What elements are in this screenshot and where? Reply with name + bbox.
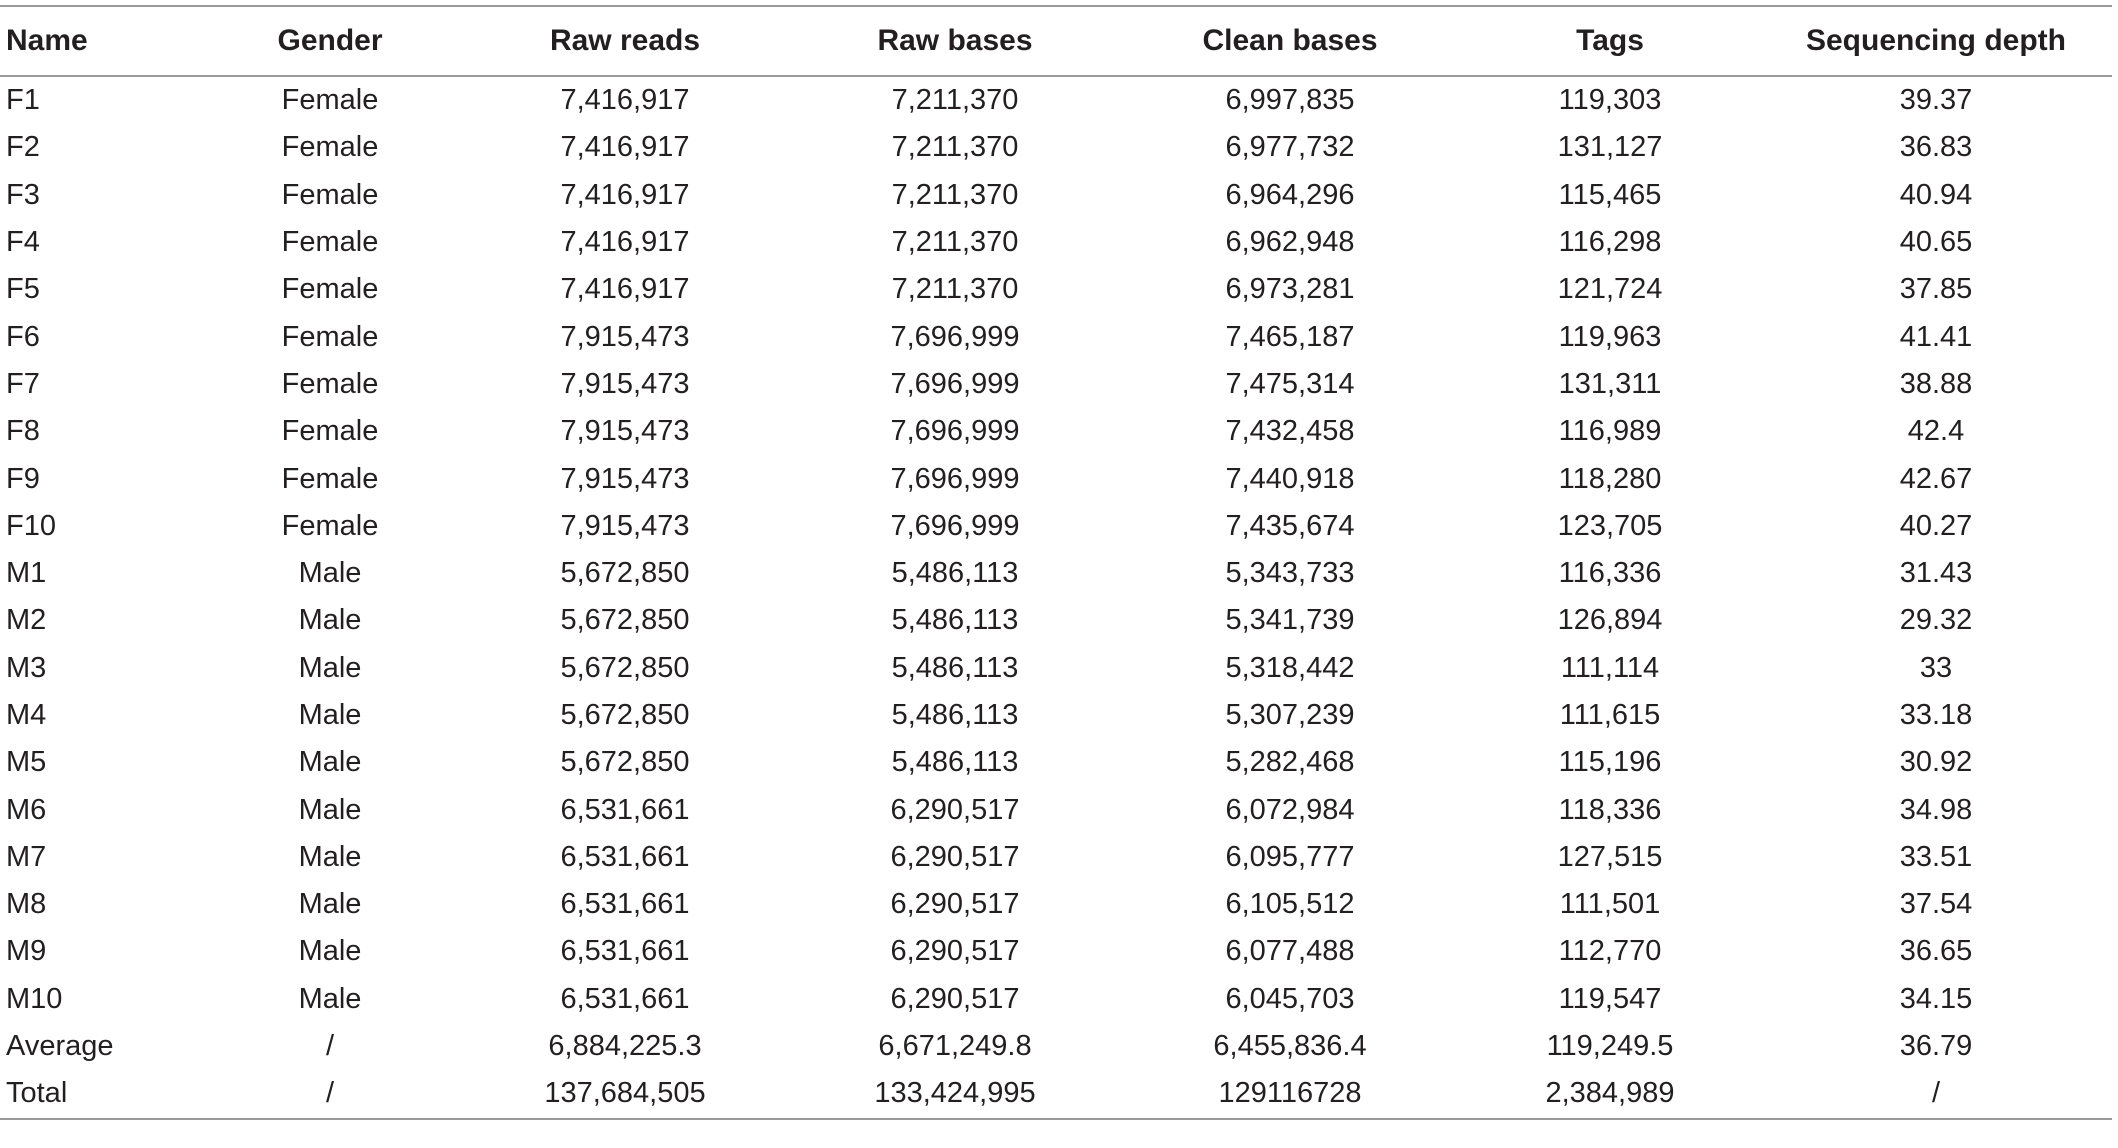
table-cell: M3 bbox=[6, 651, 47, 684]
table-cell: / bbox=[325, 1030, 335, 1063]
table-row bbox=[0, 455, 2112, 502]
table-cell: Female bbox=[281, 273, 379, 306]
table-cell: M6 bbox=[6, 793, 47, 826]
table-header bbox=[0, 6, 2112, 76]
sequencing-summary-table bbox=[0, 5, 2112, 1120]
table-cell: F8 bbox=[6, 415, 40, 448]
table-row bbox=[0, 881, 2112, 928]
table-cell: 119,963 bbox=[1558, 320, 1662, 353]
table-cell: M9 bbox=[6, 935, 47, 968]
table-cell: 116,336 bbox=[1558, 557, 1662, 590]
table-cell: 7,416,917 bbox=[560, 178, 690, 211]
table-cell: 7,696,999 bbox=[890, 509, 1020, 542]
table-cell: Male bbox=[298, 840, 362, 873]
table-cell: 6,290,517 bbox=[890, 888, 1020, 921]
table-cell: 7,432,458 bbox=[1225, 415, 1355, 448]
table-cell: Female bbox=[281, 178, 379, 211]
table-cell: F5 bbox=[6, 273, 40, 306]
table-cell: M1 bbox=[6, 557, 47, 590]
table-cell: Average bbox=[6, 1030, 114, 1063]
table-row bbox=[0, 124, 2112, 171]
table-cell: 36.79 bbox=[1899, 1030, 1973, 1063]
table-cell: 6,105,512 bbox=[1225, 888, 1355, 921]
table-cell: 137,684,505 bbox=[544, 1077, 706, 1110]
table-cell: 5,672,850 bbox=[560, 557, 690, 590]
table-cell: 6,095,777 bbox=[1225, 840, 1355, 873]
table-cell: 112,770 bbox=[1558, 935, 1662, 968]
table-cell: 6,884,225.3 bbox=[548, 1030, 702, 1063]
table-cell: M8 bbox=[6, 888, 47, 921]
table-cell: 33 bbox=[1919, 651, 1953, 684]
table-cell: 5,343,733 bbox=[1225, 557, 1355, 590]
table-cell: 29.32 bbox=[1899, 604, 1973, 637]
header-cell: Tags bbox=[1576, 24, 1644, 57]
table-cell: 6,531,661 bbox=[560, 888, 690, 921]
table-cell: 31.43 bbox=[1899, 557, 1973, 590]
table-cell: Male bbox=[298, 699, 362, 731]
table-row bbox=[0, 1023, 2112, 1070]
table-cell: 116,298 bbox=[1558, 226, 1662, 259]
table-cell: 30.92 bbox=[1899, 746, 1973, 779]
table-cell: 6,077,488 bbox=[1225, 935, 1355, 968]
table-cell: 6,045,703 bbox=[1225, 982, 1355, 1015]
table-cell: 5,341,739 bbox=[1225, 604, 1355, 637]
table-cell: 7,211,370 bbox=[891, 178, 1019, 211]
table-cell: 5,672,850 bbox=[560, 651, 690, 684]
table-cell: 7,696,999 bbox=[890, 462, 1020, 495]
table-cell: M10 bbox=[6, 982, 63, 1015]
table-row bbox=[0, 692, 2112, 739]
table-cell: 7,915,473 bbox=[560, 462, 690, 495]
table-cell: 40.27 bbox=[1899, 509, 1973, 542]
table-cell: 6,671,249.8 bbox=[878, 1030, 1032, 1063]
table-cell: F2 bbox=[6, 131, 40, 164]
table-row bbox=[0, 219, 2112, 266]
table-cell: 5,486,113 bbox=[891, 699, 1019, 731]
table-row bbox=[0, 928, 2112, 975]
table-cell: 7,416,917 bbox=[560, 226, 690, 259]
table-cell: 6,531,661 bbox=[560, 840, 690, 873]
table-cell: 115,465 bbox=[1558, 178, 1662, 211]
table-row bbox=[0, 739, 2112, 786]
table-cell: 6,531,661 bbox=[560, 793, 690, 826]
table-row bbox=[0, 550, 2112, 597]
table-cell: 34.98 bbox=[1899, 793, 1973, 826]
table-cell: 121,724 bbox=[1557, 273, 1663, 306]
table-cell: 5,672,850 bbox=[560, 604, 690, 637]
header-cell: Gender bbox=[277, 24, 383, 57]
table-cell: 7,915,473 bbox=[560, 509, 690, 542]
table-cell: 7,416,917 bbox=[560, 273, 690, 306]
header-cell: Raw reads bbox=[549, 24, 701, 57]
table-cell: 6,290,517 bbox=[890, 840, 1020, 873]
table-cell: 123,705 bbox=[1557, 509, 1663, 542]
table-cell: Female bbox=[281, 415, 379, 448]
table-cell: Female bbox=[281, 320, 379, 353]
table-cell: 6,973,281 bbox=[1225, 273, 1355, 306]
table-cell: 111,114 bbox=[1560, 651, 1660, 684]
table-cell: Male bbox=[298, 746, 362, 779]
table-cell: Female bbox=[281, 226, 379, 259]
table-cell: 33.18 bbox=[1899, 699, 1973, 731]
table-cell: M5 bbox=[6, 746, 47, 779]
table-cell: 6,290,517 bbox=[890, 935, 1020, 968]
table-cell: 7,475,314 bbox=[1225, 367, 1355, 400]
table-cell: M4 bbox=[6, 699, 47, 731]
table-cell: 6,962,948 bbox=[1225, 226, 1355, 259]
header-cell: Raw bases bbox=[877, 24, 1033, 57]
table-cell: 5,486,113 bbox=[891, 557, 1019, 590]
table-cell: 131,127 bbox=[1557, 131, 1663, 164]
table-cell: 5,318,442 bbox=[1225, 651, 1355, 684]
table-cell: 6,964,296 bbox=[1225, 178, 1355, 211]
table-cell: 6,997,835 bbox=[1225, 84, 1355, 117]
table-cell: 41.41 bbox=[1899, 320, 1973, 353]
table-cell: 133,424,995 bbox=[874, 1077, 1036, 1110]
table-cell: 6,531,661 bbox=[560, 935, 690, 968]
table-row bbox=[0, 976, 2112, 1023]
table-cell: 5,307,239 bbox=[1225, 699, 1355, 731]
table-cell: 38.88 bbox=[1899, 367, 1973, 400]
table-cell: Male bbox=[298, 557, 362, 590]
table-cell: F7 bbox=[6, 367, 40, 400]
table-cell: 34.15 bbox=[1899, 982, 1973, 1015]
table-cell: 37.54 bbox=[1899, 888, 1973, 921]
table-cell: 7,465,187 bbox=[1225, 320, 1355, 353]
table-cell: Female bbox=[281, 509, 379, 542]
table-cell: 36.83 bbox=[1899, 131, 1973, 164]
table-row bbox=[0, 361, 2112, 408]
table-row bbox=[0, 76, 2112, 124]
table-cell: 7,435,674 bbox=[1225, 509, 1355, 542]
table-row bbox=[0, 503, 2112, 550]
table-cell: F6 bbox=[6, 320, 40, 353]
table-row bbox=[0, 1070, 2112, 1118]
table-cell: 42.67 bbox=[1899, 462, 1973, 495]
table-cell: 7,915,473 bbox=[560, 415, 690, 448]
table-cell: 6,455,836.4 bbox=[1213, 1030, 1367, 1063]
table-cell: 6,531,661 bbox=[560, 982, 690, 1015]
table-cell: 40.65 bbox=[1899, 226, 1973, 259]
header-cell: Clean bases bbox=[1202, 24, 1378, 57]
table-cell: Male bbox=[298, 604, 362, 637]
table-cell: / bbox=[1931, 1077, 1941, 1110]
table-cell: 118,336 bbox=[1558, 793, 1662, 826]
table-cell: 7,696,999 bbox=[890, 367, 1020, 400]
table-cell: Female bbox=[281, 84, 379, 117]
table-cell: 126,894 bbox=[1557, 604, 1663, 637]
table-cell: 40.94 bbox=[1899, 178, 1973, 211]
table-cell: 131,311 bbox=[1558, 367, 1662, 400]
table-cell: F4 bbox=[6, 226, 40, 259]
table-row bbox=[0, 313, 2112, 360]
table-cell: 6,072,984 bbox=[1225, 793, 1355, 826]
data-table-container bbox=[0, 5, 2118, 1120]
header-row bbox=[0, 6, 2112, 76]
table-cell: M7 bbox=[6, 840, 47, 873]
table-cell: 39.37 bbox=[1899, 84, 1973, 117]
table-cell: F9 bbox=[6, 462, 40, 495]
table-cell: 7,440,918 bbox=[1225, 462, 1355, 495]
table-cell: 7,915,473 bbox=[560, 320, 690, 353]
table-cell: Male bbox=[298, 935, 362, 968]
table-cell: 116,989 bbox=[1558, 415, 1662, 448]
table-cell: 7,416,917 bbox=[560, 131, 690, 164]
table-cell: 2,384,989 bbox=[1545, 1077, 1675, 1110]
table-cell: 7,696,999 bbox=[890, 415, 1020, 448]
table-cell: 7,915,473 bbox=[560, 367, 690, 400]
table-cell: 7,696,999 bbox=[890, 320, 1020, 353]
table-cell: 5,486,113 bbox=[891, 746, 1019, 779]
table-cell: 42.4 bbox=[1907, 415, 1965, 448]
table-cell: Female bbox=[281, 462, 379, 495]
table-cell: 6,977,732 bbox=[1225, 131, 1355, 164]
table-row bbox=[0, 266, 2112, 313]
table-cell: Female bbox=[281, 131, 379, 164]
table-row bbox=[0, 172, 2112, 219]
table-cell: 7,211,370 bbox=[891, 84, 1019, 117]
table-cell: 118,280 bbox=[1558, 462, 1662, 495]
table-cell: 5,282,468 bbox=[1225, 746, 1355, 779]
header-cell: Name bbox=[6, 24, 88, 57]
table-cell: 5,486,113 bbox=[891, 651, 1019, 684]
table-row bbox=[0, 597, 2112, 644]
table-row bbox=[0, 408, 2112, 455]
table-cell: 127,515 bbox=[1557, 840, 1663, 873]
table-cell: 119,547 bbox=[1558, 982, 1662, 1015]
table-cell: F10 bbox=[6, 509, 56, 542]
table-cell: 111,615 bbox=[1559, 699, 1661, 731]
table-cell: 5,672,850 bbox=[560, 746, 690, 779]
table-row bbox=[0, 645, 2112, 692]
table-cell: Total bbox=[6, 1077, 68, 1110]
table-cell: 6,290,517 bbox=[890, 793, 1020, 826]
table-cell: / bbox=[325, 1077, 335, 1110]
table-cell: Male bbox=[298, 793, 362, 826]
table-cell: 111,501 bbox=[1559, 888, 1661, 921]
table-cell: 6,290,517 bbox=[890, 982, 1020, 1015]
table-cell: M2 bbox=[6, 604, 47, 637]
header-cell: Sequencing depth bbox=[1805, 24, 2066, 57]
table-cell: 37.85 bbox=[1899, 273, 1973, 306]
table-cell: 119,249.5 bbox=[1546, 1030, 1674, 1063]
table-cell: 7,211,370 bbox=[891, 226, 1019, 259]
table-cell: Male bbox=[298, 651, 362, 684]
table-row bbox=[0, 786, 2112, 833]
table-row bbox=[0, 834, 2112, 881]
table-cell: F1 bbox=[6, 84, 40, 117]
table-body bbox=[0, 76, 2112, 1119]
table-cell: 119,303 bbox=[1558, 84, 1662, 117]
table-cell: F3 bbox=[6, 178, 40, 211]
table-cell: Male bbox=[298, 888, 362, 921]
table-cell: 115,196 bbox=[1558, 746, 1662, 779]
table-cell: Male bbox=[298, 982, 362, 1015]
table-cell: Female bbox=[281, 367, 379, 400]
table-cell: 7,211,370 bbox=[891, 131, 1019, 164]
table-cell: 36.65 bbox=[1899, 935, 1973, 968]
table-cell: 129116728 bbox=[1218, 1077, 1362, 1110]
table-cell: 7,211,370 bbox=[891, 273, 1019, 306]
table-cell: 7,416,917 bbox=[560, 84, 690, 117]
table-cell: 5,672,850 bbox=[560, 699, 690, 731]
table-cell: 5,486,113 bbox=[891, 604, 1019, 637]
table-cell: 33.51 bbox=[1899, 840, 1973, 873]
